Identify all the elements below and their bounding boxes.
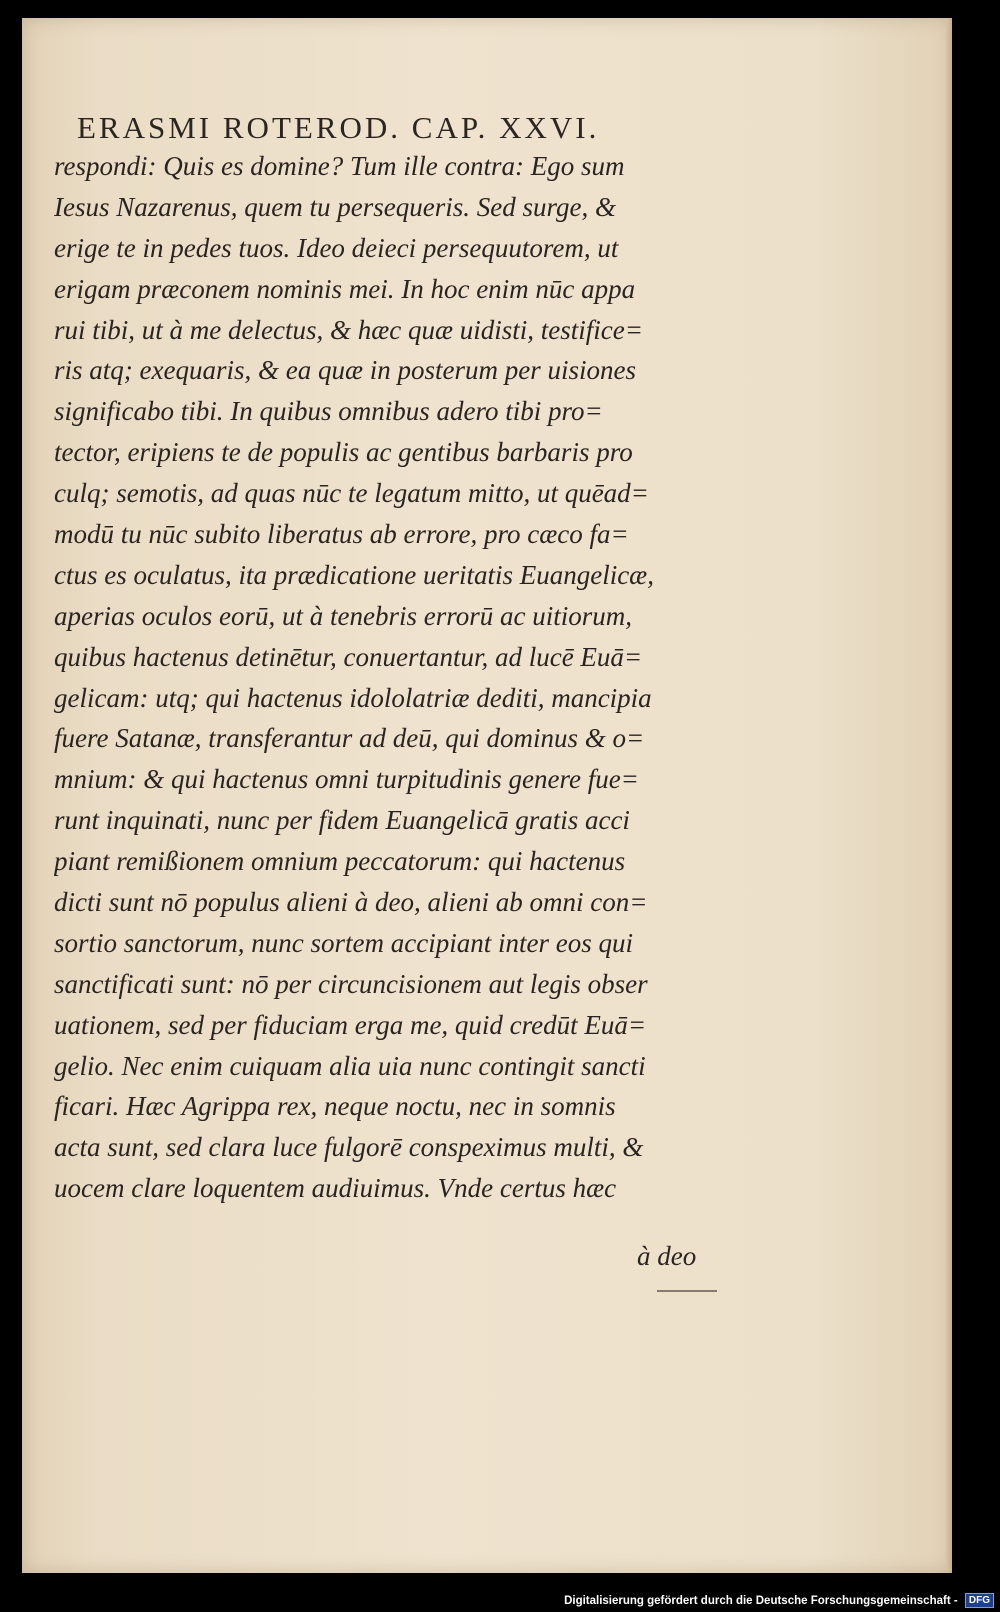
text-line: runt inquinati, nunc per fidem Euangelicā gratis acci	[54, 805, 630, 836]
text-block	[54, 146, 714, 1209]
credit-text: Digitalisierung gefördert durch die Deutsche Forschungsgemeinschaft -	[564, 1595, 958, 1607]
page-edge	[946, 18, 952, 1573]
text-line: respondi: Quis es domine? Tum ille contra: Ego sum	[54, 151, 625, 181]
text-line: sanctificati sunt: nō per circuncisionem aut legis obser	[54, 968, 648, 999]
text-line: ctus es oculatus, ita prædicatione ueritatis Euangelicæ,	[54, 559, 654, 590]
text-line: modū tu nūc subito liberatus ab errore, pro cæco fa=	[54, 519, 629, 550]
text-line: quibus hactenus detinētur, conuertantur, ad lucē Euā=	[54, 641, 643, 672]
text-line: sortio sanctorum, nunc sortem accipiant inter eos qui	[54, 927, 633, 958]
text-line: gelicam: utq; qui hactenus idololatriæ dediti, mancipia	[54, 682, 652, 713]
text-line: uationem, sed per fiduciam erga me, quid credūt Euā=	[54, 1009, 647, 1040]
text-line: ficari. Hæc Agrippa rex, neque noctu, nec in somnis	[54, 1091, 616, 1122]
text-line: fuere Satanæ, transferantur ad deū, qui dominus & o=	[54, 723, 645, 754]
text-line: dicti sunt nō populus alieni à deo, alieni ab omni con=	[54, 887, 648, 918]
text-line: mnium: & qui hactenus omni turpitudinis genere fue=	[54, 764, 639, 795]
text-line: gelio. Nec enim cuiquam alia uia nunc contingit sancti	[54, 1050, 646, 1081]
text-line: piant remißionem omnium peccatorum: qui hactenus	[54, 846, 626, 877]
text-line: uocem clare loquentem audiuimus. Vnde certus hæc	[54, 1173, 617, 1204]
text-line: tector, eripiens te de populis ac gentibus barbaris pro	[54, 437, 633, 468]
catchword: à deo	[637, 1241, 697, 1271]
dfg-logo: DFG	[965, 1593, 994, 1608]
text-line: rui tibi, ut à me delectus, & hæc quæ uidisti, testifice=	[54, 314, 643, 345]
text-line: Iesus Nazarenus, quem tu persequeris. Sed surge, &	[54, 191, 616, 222]
text-line: erige te in pedes tuos. Ideo deieci persequutorem, ut	[54, 232, 619, 263]
text-line: erigam præconem nominis mei. In hoc enim nūc appa	[54, 273, 636, 304]
text-line: aperias oculos eorū, ut à tenebris errorū ac uitiorum,	[54, 600, 632, 631]
text-line: significabo tibi. In quibus omnibus adero tibi pro=	[54, 396, 603, 427]
text-line: culq; semotis, ad quas nūc te legatum mitto, ut quēad=	[54, 478, 649, 509]
text-line: acta sunt, sed clara luce fulgorē conspeximus multi, &	[54, 1132, 644, 1163]
book-page	[22, 18, 952, 1573]
running-head: ERASMI ROTEROD. CAP. XXVI.	[77, 110, 600, 145]
text-line: ris atq; exequaris, & ea quæ in posterum per uisiones	[54, 355, 636, 386]
catchword-rule	[657, 1290, 717, 1292]
digitization-credit	[564, 1591, 994, 1611]
